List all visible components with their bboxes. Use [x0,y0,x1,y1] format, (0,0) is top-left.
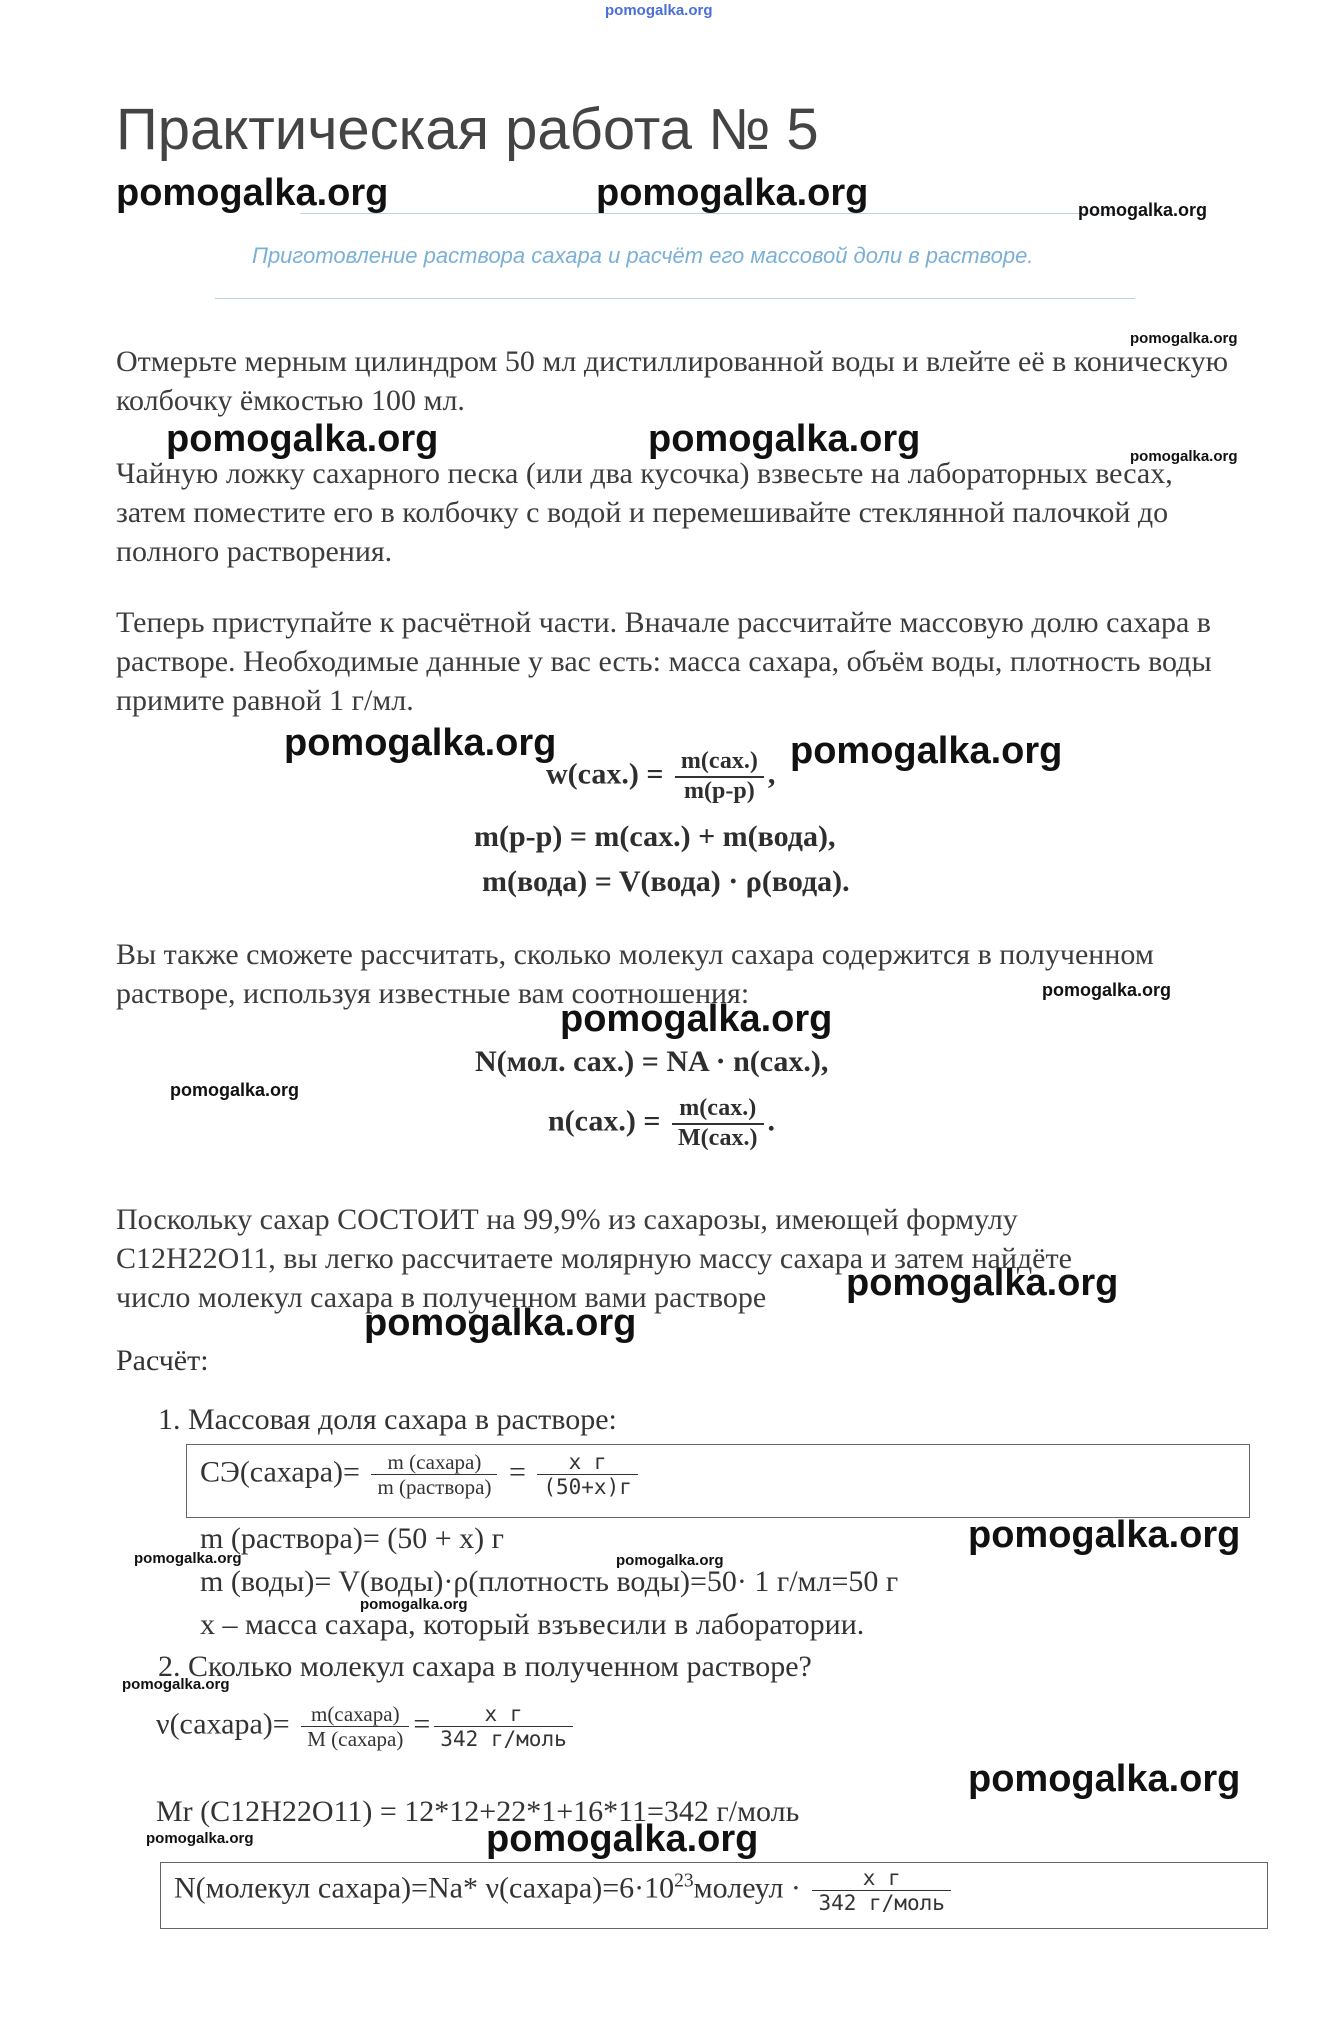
calc-amount-fraction2 [434,1702,572,1751]
box1-fraction2 [537,1450,638,1499]
calc-water-mass: m (воды)= V(воды)·ρ(плотность воды)=50· 1 г/мл=50 г [200,1565,899,1598]
sucrose-formula: C12H22O11 [116,1242,269,1275]
paragraph-sucrose-line1: Поскольку сахар СОСТОИТ на 99,9% из сахарозы, имеющей формулу [116,1203,1018,1236]
box2-lhs: N(молекул сахара)=Na* ν(сахара)=6·10 [174,1871,675,1905]
formula-mass-fraction-comma: , [767,757,776,791]
watermark: pomogalka.org [1078,200,1208,220]
calc-amount-numerator2: x г [434,1702,572,1727]
watermark: pomogalka.org [122,1676,230,1693]
paragraph-sucrose-line3: число молекул сахара в полученном вами растворе [116,1281,767,1314]
paragraph-molecule-count: Вы также сможете рассчитать, сколько молекул сахара содержится в полученном растворе, используя известные вам соотношения: [116,938,1154,1010]
paragraph-weigh-sugar: Чайную ложку сахарного песка (или два кусочка) взвесьте на лабораторных весах, затем поместите его в колбочку с водой и перемешивайте стеклянной палочкой до полного растворения. [116,457,1173,568]
box1-denominator2: (50+x)г [543,1475,632,1500]
formula-mass-fraction-denominator: m(р-р) [684,777,755,804]
box1-equals: = [508,1455,526,1489]
watermark: pomogalka.org [1042,980,1172,1000]
calc-amount-denominator: M (сахара) [307,1727,404,1752]
calc-amount-numerator: m(сахара) [301,1702,409,1727]
formula-amount-denominator: M(сах.) [677,1124,758,1151]
calc-step2-label: 2. Сколько молекул сахара в полученном растворе? [158,1650,812,1683]
box2-exponent: 23 [674,1870,694,1892]
box2-mid: молеул · [693,1871,801,1905]
subtitle-divider [215,298,1135,299]
formula-amount-dot: . [767,1104,776,1138]
watermark: pomogalka.org [1130,330,1238,347]
formula-water-mass: m(вода) = V(вода) · ρ(вода). [482,865,850,898]
formula-molecule-number: N(мол. сах.) = NA · n(сах.), [475,1045,829,1078]
watermark: pomogalka.org [560,998,833,1040]
calc-heading: Расчёт: [116,1344,209,1377]
page-title: Практическая работа № 5 [116,97,819,162]
box1-lhs: СЭ(сахара)= [200,1455,360,1489]
watermark: pomogalka.org [170,1080,300,1100]
formula-mass-fraction-fraction [675,748,764,805]
site-label-top[interactable]: pomogalka.org [605,2,713,19]
watermark: pomogalka.org [146,1830,254,1847]
calc-solution-mass: m (раствора)= (50 + x) г [200,1522,504,1555]
box2-denominator: 342 г/моль [818,1891,945,1916]
calc-x-definition: x – масса сахара, который взъвесили в лаборатории. [200,1608,865,1641]
calc-molar-mass: Mr (C12H22O11) = 12*12+22*1+16*11=342 г/моль [156,1795,800,1828]
calc-amount-fraction [301,1702,409,1751]
watermark: pomogalka.org [648,418,921,460]
formula-amount-fraction [672,1095,764,1152]
watermark: pomogalka.org [616,1552,724,1569]
calc-amount-formula [156,1702,577,1751]
watermark: pomogalka.org [596,172,869,214]
box1-denominator: m (раствора) [377,1475,492,1500]
box1-fraction [371,1450,497,1499]
calc-step1-label: 1. Массовая доля сахара в растворе: [158,1403,617,1436]
watermark: pomogalka.org [284,722,557,764]
paragraph-calculation-intro: Теперь приступайте к расчётной части. Вначале рассчитайте массовую долю сахара в растворе. Необходимые данные у вас есть: масса сахара, объём воды, плотность воды примите равной 1 г/мл. [116,606,1212,717]
box1-numerator2: x г [537,1450,638,1475]
box1-formula [200,1450,642,1499]
paragraph-sucrose-line2: , вы легко рассчитаете молярную массу сахара и затем найдёте [268,1242,1072,1275]
box2-fraction [812,1866,950,1915]
watermark: pomogalka.org [968,1758,1241,1800]
watermark: pomogalka.org [968,1514,1241,1556]
formula-amount [548,1095,775,1152]
formula-mass-fraction [546,748,775,805]
calc-amount-lhs: ν(сахара)= [156,1707,290,1741]
calc-amount-denominator2: 342 г/моль [440,1727,567,1752]
watermark: pomogalka.org [116,172,389,214]
formula-mass-fraction-lhs: w(сах.) = [546,757,664,791]
paragraph-measure-water: Отмерьте мерным цилиндром 50 мл дистиллированной воды и влейте её в коническую колбочку ёмкостью 100 мл. [116,345,1228,417]
watermark: pomogalka.org [486,1818,759,1860]
watermark: pomogalka.org [360,1596,468,1613]
watermark: pomogalka.org [134,1550,242,1567]
watermark: pomogalka.org [790,730,1063,772]
formula-mass-fraction-numerator: m(сах.) [675,748,764,778]
watermark: pomogalka.org [364,1302,637,1344]
box1-numerator: m (сахара) [371,1450,497,1475]
page-subtitle: Приготовление раствора сахара и расчёт его массовой доли в растворе. [252,243,1034,268]
box2-formula [174,1866,955,1915]
watermark: pomogalka.org [1130,448,1238,465]
watermark: pomogalka.org [846,1262,1119,1304]
formula-solution-mass: m(р-р) = m(сах.) + m(вода), [474,820,836,853]
box2-numerator: x г [812,1866,950,1891]
formula-amount-lhs: n(сах.) = [548,1104,661,1138]
watermark: pomogalka.org [166,418,439,460]
calc-amount-equals: = [413,1707,431,1741]
formula-amount-numerator: m(сах.) [672,1095,764,1125]
